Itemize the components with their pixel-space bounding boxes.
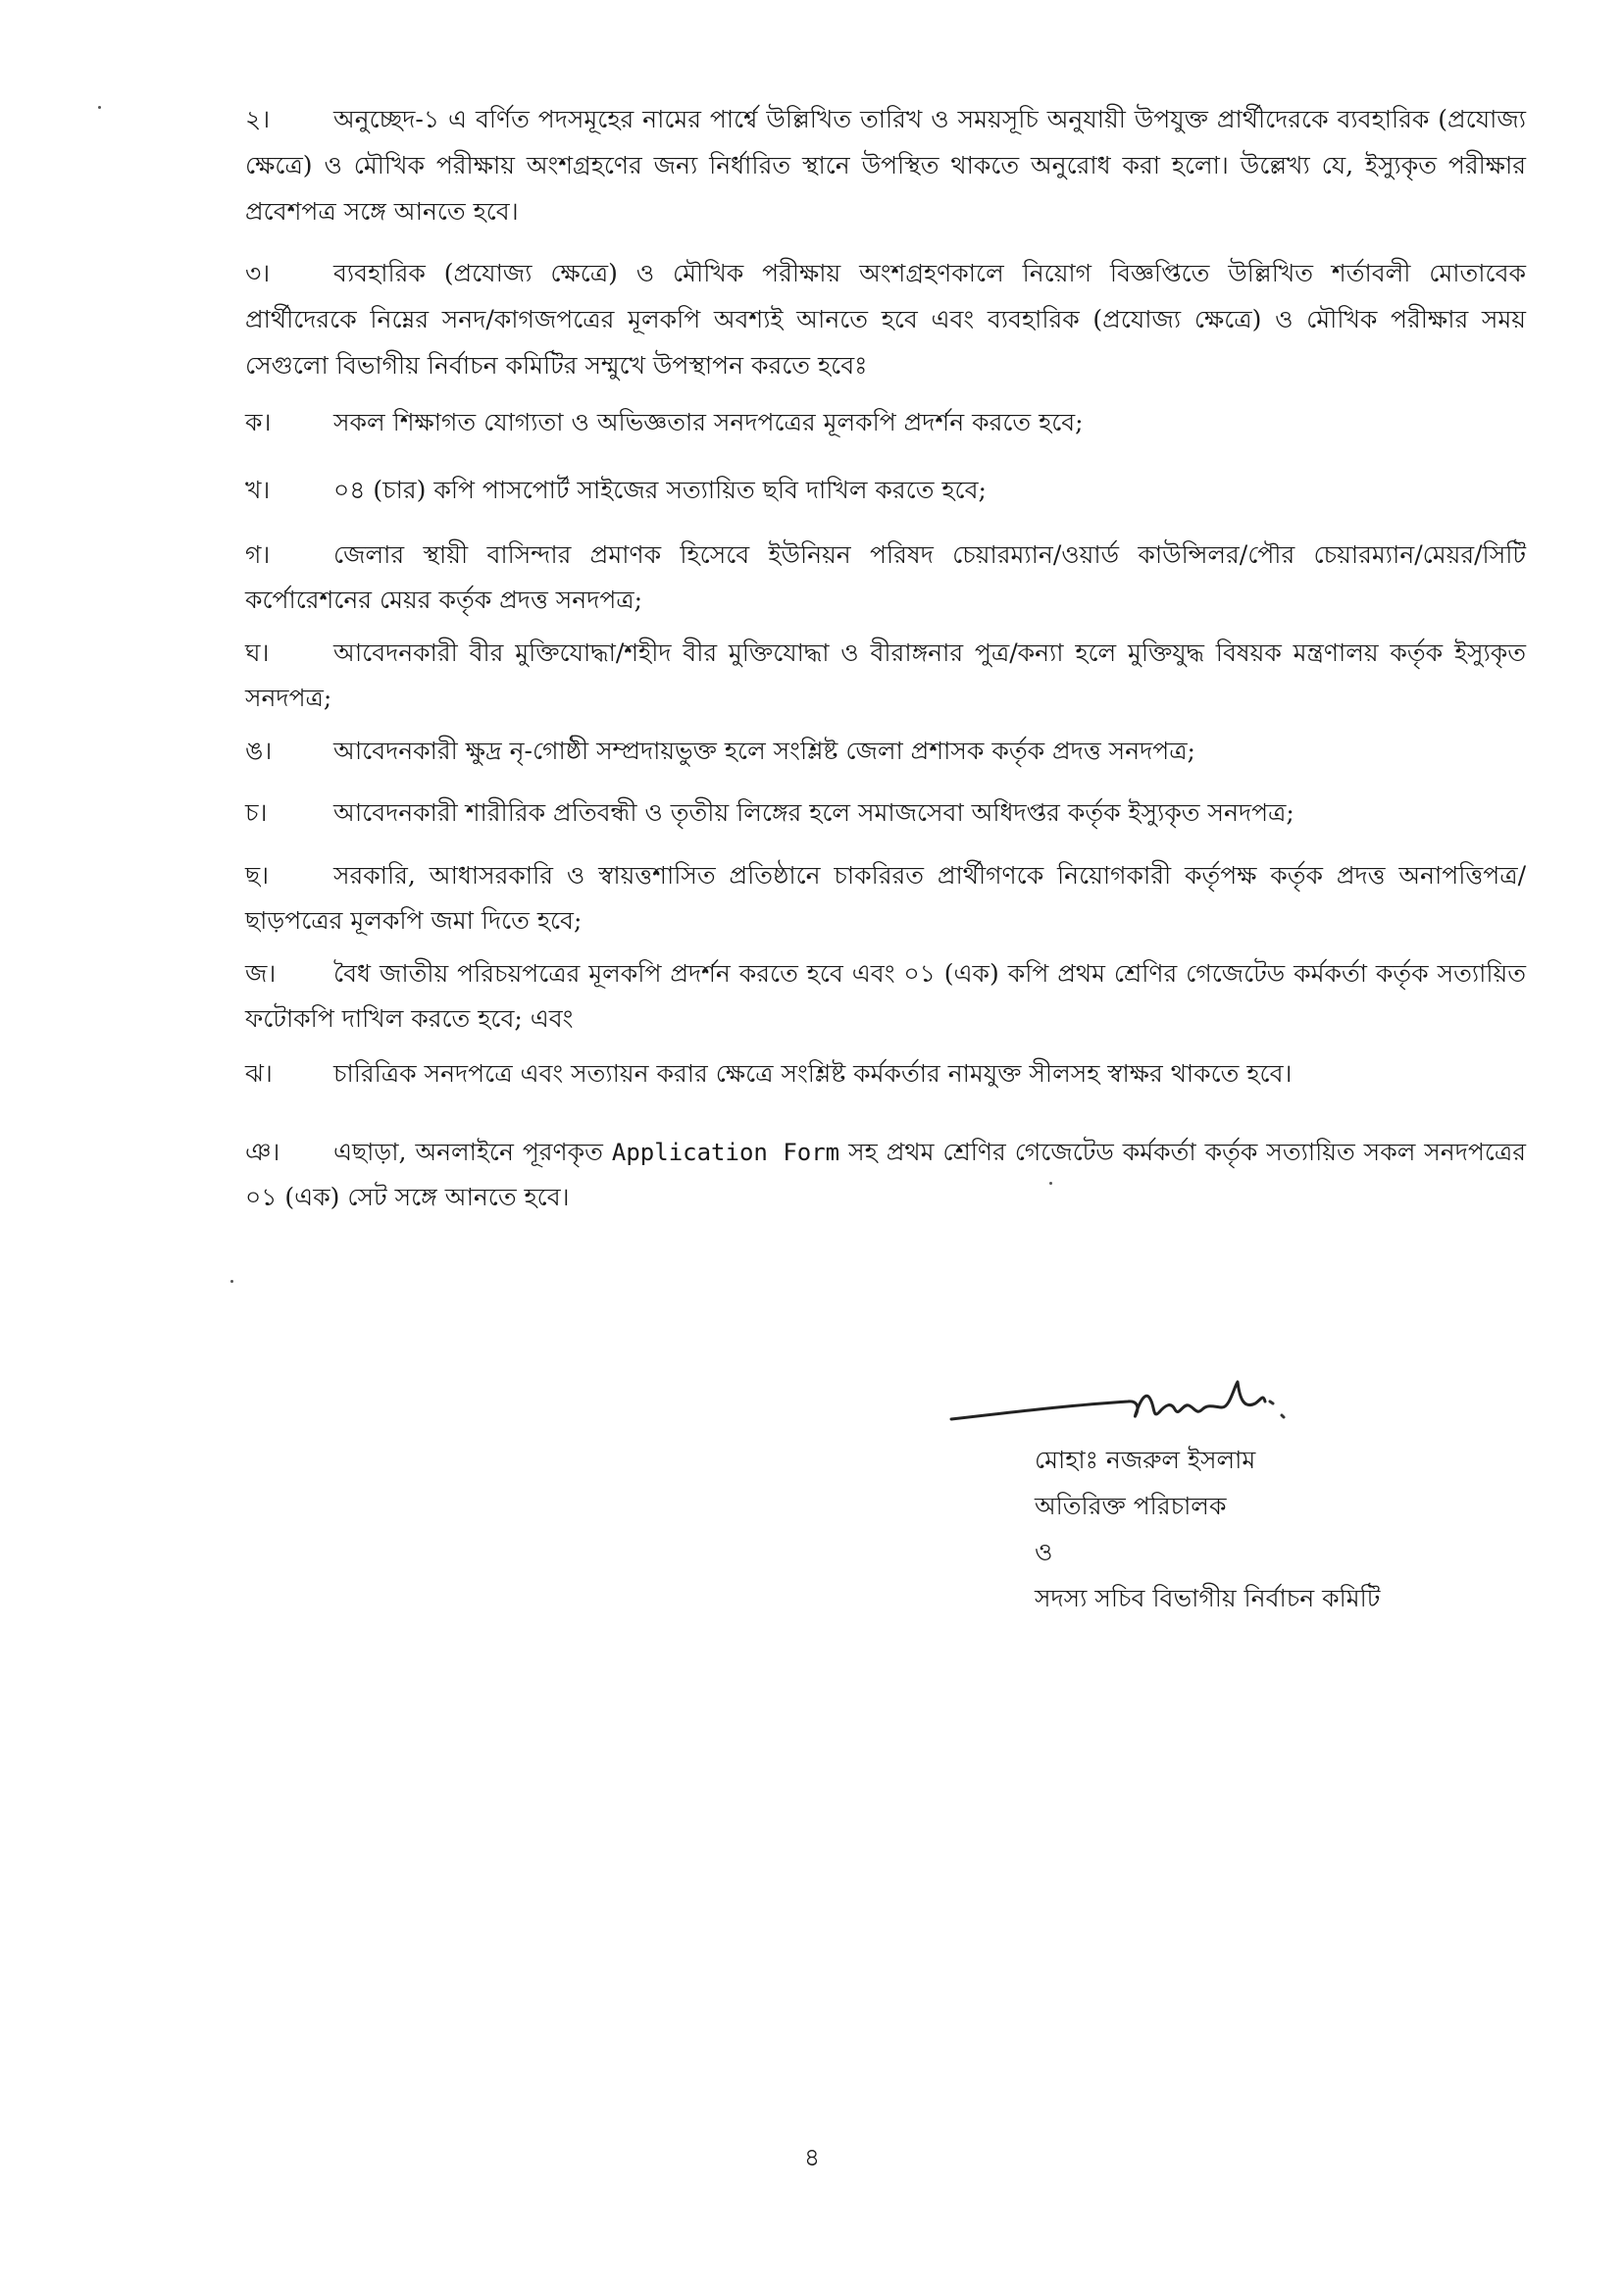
item-text-before: এছাড়া, অনলাইনে পূরণকৃত xyxy=(333,1138,612,1166)
signature-icon xyxy=(932,1358,1344,1437)
list-item xyxy=(245,1051,1526,1096)
list-item xyxy=(245,790,1526,836)
item-label: খ। xyxy=(245,476,271,504)
item-label: ঙ। xyxy=(245,737,273,765)
signatory-role: সদস্য সচিব বিভাগীয় নির্বাচন কমিটি xyxy=(1035,1584,1381,1612)
item-text: আবেদনকারী ক্ষুদ্র নৃ-গোষ্ঠী সম্প্রদায়ভুক্ত হলে সংশ্লিষ্ট জেলা প্রশাসক কর্তৃক প্রদত্ত সনদপত্র; xyxy=(333,737,1195,765)
item-label: ঝ। xyxy=(245,1059,273,1088)
signatory-name: মোহাঃ নজরুল ইসলাম xyxy=(1035,1446,1256,1474)
item-label: ছ। xyxy=(245,861,270,890)
item-text: আবেদনকারী বীর মুক্তিযোদ্ধা/শহীদ বীর মুক্তিযোদ্ধা ও বীরাঙ্গনার পুত্র/কন্যা হলে মুক্তিযুদ্ধ বিষয়ক মন্ত্রণালয় কর্তৃক ইস্যুকৃত সনদপত্র; xyxy=(245,638,1526,712)
item-label: ক। xyxy=(245,408,272,436)
scan-speck xyxy=(230,1280,233,1283)
paragraph-number: ২। xyxy=(245,105,271,133)
list-item-last xyxy=(245,1130,1526,1220)
list-item xyxy=(245,951,1526,1042)
item-text: বৈধ জাতীয় পরিচয়পত্রের মূলকপি প্রদর্শন করতে হবে এবং ০১ (এক) কপি প্রথম শ্রেণির গেজেটেড কর্মকর্তা কর্তৃক সত্যায়িত ফটোকপি দাখিল করতে হবে; এবং xyxy=(245,959,1526,1033)
paragraph-number: ৩। xyxy=(245,259,271,287)
paragraph-text: অনুচ্ছেদ-১ এ বর্ণিত পদসমূহের নামের পার্শ্বে উল্লিখিত তারিখ ও সময়সূচি অনুযায়ী উপযুক্ত প্রার্থীদেরকে ব্যবহারিক (প্রযোজ্য ক্ষেত্রে) ও মৌখিক পরীক্ষায় অংশগ্রহণের জন্য নির্ধারিত স্থানে উপস্থিত থাকতে অনুরোধ করা হলো। উল্লেখ্য যে, ইস্যুকৃত পরীক্ষার প্রবেশপত্র সঙ্গে আনতে হবে। xyxy=(245,105,1526,226)
paragraph-text: ব্যবহারিক (প্রযোজ্য ক্ষেত্রে) ও মৌখিক পরীক্ষায় অংশগ্রহণকালে নিয়োগ বিজ্ঞপ্তিতে উল্লিখিত শর্তাবলী মোতাবেক প্রার্থীদেরকে নিম্নের সনদ/কাগজপত্রের মূলকপি অবশ্যই আনতে হবে এবং ব্যবহারিক (প্রযোজ্য ক্ষেত্রে) ও মৌখিক পরীক্ষার সময় সেগুলো বিভাগীয় নির্বাচন কমিটির সম্মুখে উপস্থাপন করতে হবেঃ xyxy=(245,259,1526,380)
signatory-conjunction: ও xyxy=(1035,1538,1053,1566)
item-label: গ। xyxy=(245,540,271,569)
item-label: চ। xyxy=(245,798,268,827)
list-item xyxy=(245,853,1526,943)
list-item xyxy=(245,631,1526,721)
signature-block xyxy=(1035,1437,1380,1621)
item-text-english: Application Form xyxy=(611,1139,840,1166)
item-text: আবেদনকারী শারীরিক প্রতিবন্ধী ও তৃতীয় লিঙ্গের হলে সমাজসেবা অধিদপ্তর কর্তৃক ইস্যুকৃত সনদপত্র; xyxy=(333,798,1294,827)
signatory-title: অতিরিক্ত পরিচালক xyxy=(1035,1492,1227,1520)
item-text: চারিত্রিক সনদপত্রে এবং সত্যায়ন করার ক্ষেত্রে সংশ্লিষ্ট কর্মকর্তার নামযুক্ত সীলসহ স্বাক্ষর থাকতে হবে। xyxy=(333,1059,1293,1088)
scan-speck xyxy=(98,106,101,109)
item-text-after: সহ প্রথম শ্রেণির গেজেটেড কর্মকর্তা কর্তৃক সত্যায়িত সকল সনদপত্রের ০১ (এক) সেট সঙ্গে আনতে হবে। xyxy=(245,1138,1527,1211)
item-text: সরকারি, আধাসরকারি ও স্বায়ত্তশাসিত প্রতিষ্ঠানে চাকরিরত প্রার্থীগণকে নিয়োগকারী কর্তৃপক্ষ কর্তৃক প্রদত্ত অনাপত্তিপত্র/ছাড়পত্রের মূলকপি জমা দিতে হবে; xyxy=(245,861,1526,935)
paragraph-2 xyxy=(245,96,1526,234)
page-number: ৪ xyxy=(803,2143,821,2171)
item-text: ০৪ (চার) কপি পাসপোর্ট সাইজের সত্যায়িত ছবি দাখিল করতে হবে; xyxy=(333,476,987,504)
paragraph-3 xyxy=(245,250,1526,388)
item-text: সকল শিক্ষাগত যোগ্যতা ও অভিজ্ঞতার সনদপত্রের মূলকপি প্রদর্শন করতে হবে; xyxy=(333,408,1084,436)
scan-speck xyxy=(1049,1182,1052,1185)
list-item xyxy=(245,729,1526,774)
item-label: জ। xyxy=(245,959,277,988)
item-label: ঘ। xyxy=(245,638,270,667)
list-item xyxy=(245,400,1526,445)
item-label: ঞ। xyxy=(245,1138,280,1166)
list-item xyxy=(245,468,1526,513)
list-item xyxy=(245,533,1526,623)
item-text: জেলার স্থায়ী বাসিন্দার প্রমাণক হিসেবে ইউনিয়ন পরিষদ চেয়ারম্যান/ওয়ার্ড কাউন্সিলর/পৌর চেয়ারম্যান/মেয়র/সিটি কর্পোরেশনের মেয়র কর্তৃক প্রদত্ত সনদপত্র; xyxy=(245,540,1526,614)
